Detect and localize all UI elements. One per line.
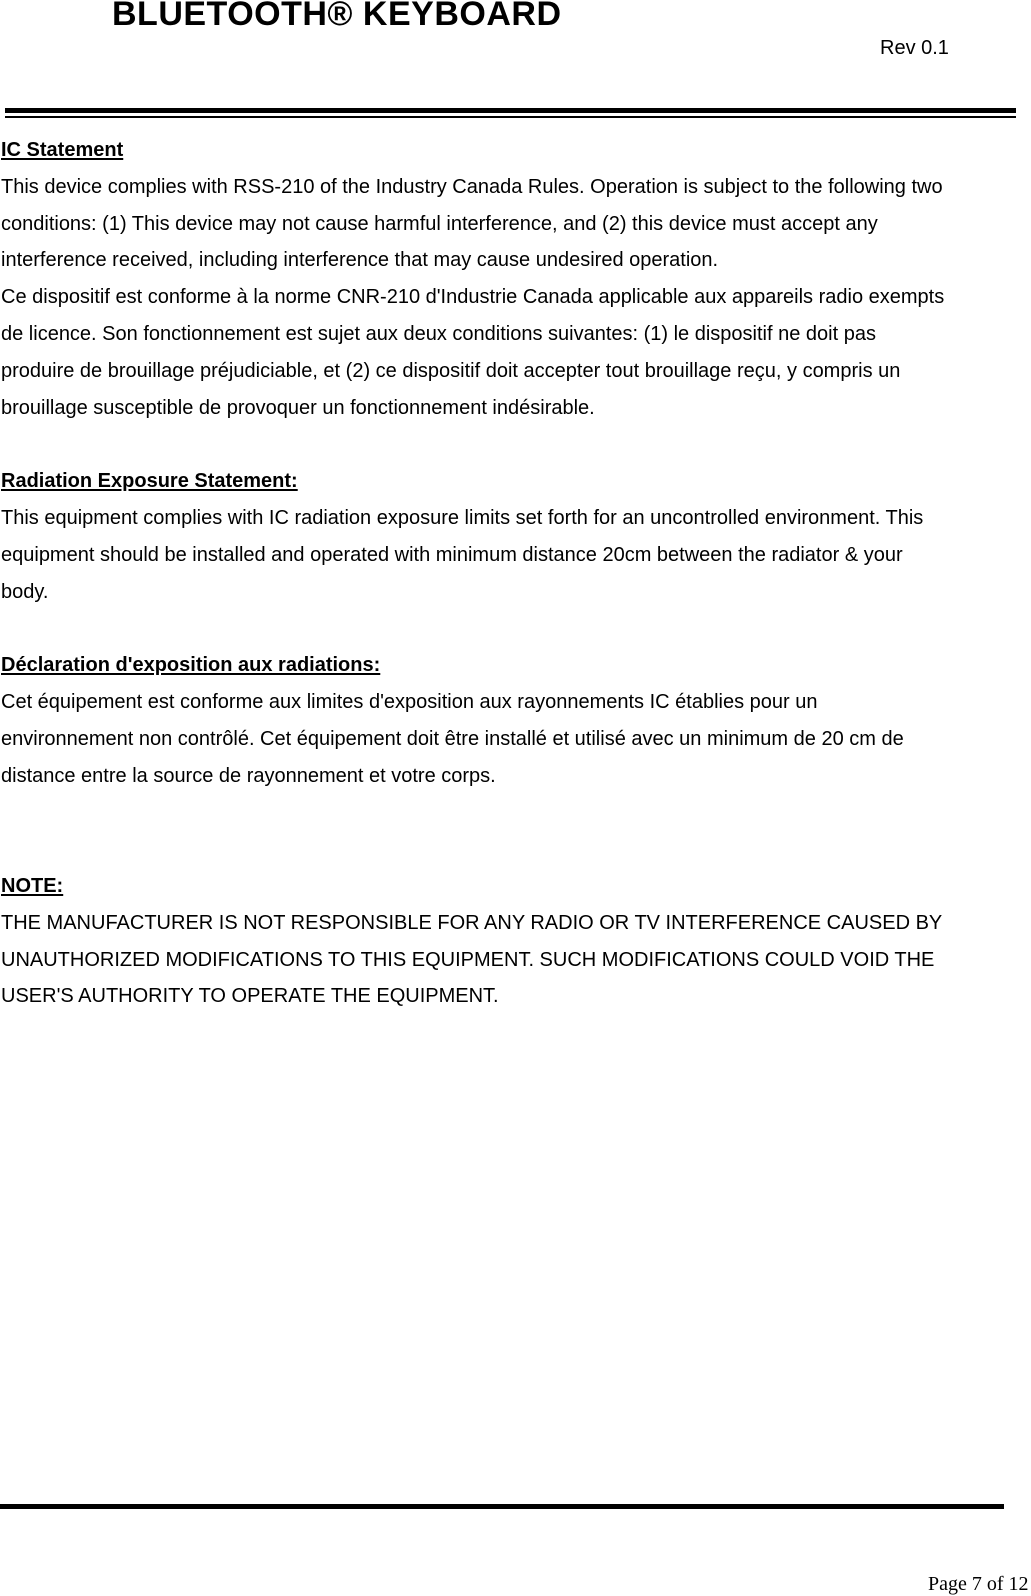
ic-statement-section — [1, 132, 1001, 426]
footer-rule — [0, 1504, 1004, 1509]
radiation-exposure-line: This equipment complies with IC radiation exposure limits set forth for an uncontrolled environment. This — [1, 506, 924, 529]
radiation-exposure-section — [1, 463, 1001, 610]
ic-statement-fr-line: Ce dispositif est conforme à la norme CNR-210 d'Industrie Canada applicable aux appareils radio exempts — [1, 286, 945, 309]
declaration-exposition-heading: Déclaration d'exposition aux radiations: — [1, 654, 381, 677]
header-rule-thin — [5, 116, 1016, 118]
revision-label: Rev 0.1 — [880, 37, 949, 59]
declaration-exposition-section — [1, 647, 1001, 794]
ic-statement-line: This device complies with RSS-210 of the Industry Canada Rules. Operation is subject to the following two — [1, 175, 943, 198]
note-line: THE MANUFACTURER IS NOT RESPONSIBLE FOR ANY RADIO OR TV INTERFERENCE CAUSED BY — [1, 911, 943, 934]
document-body — [1, 132, 1001, 1015]
page-number: Page 7 of 12 — [928, 1573, 1029, 1595]
ic-statement-line: interference received, including interference that may cause undesired operation. — [1, 249, 719, 272]
note-line: UNAUTHORIZED MODIFICATIONS TO THIS EQUIPMENT. SUCH MODIFICATIONS COULD VOID THE — [1, 948, 935, 971]
radiation-exposure-heading: Radiation Exposure Statement: — [1, 470, 298, 493]
spacer — [1, 426, 1001, 463]
note-section — [1, 868, 1001, 1015]
ic-statement-heading: IC Statement — [1, 139, 124, 161]
header-rule-thick — [5, 108, 1016, 113]
declaration-exposition-line: environnement non contrôlé. Cet équipement doit être installé et utilisé avec un minimum de 20 cm de — [1, 727, 904, 750]
note-heading: NOTE: — [1, 874, 64, 897]
ic-statement-fr-line: brouillage susceptible de provoquer un fonctionnement indésirable. — [1, 396, 595, 419]
declaration-exposition-line: Cet équipement est conforme aux limites d'exposition aux rayonnements IC établies pour un — [1, 690, 818, 713]
note-line: USER'S AUTHORITY TO OPERATE THE EQUIPMENT. — [1, 985, 499, 1008]
ic-statement-line: conditions: (1) This device may not cause harmful interference, and (2) this device must accept any — [1, 212, 878, 235]
declaration-exposition-line: distance entre la source de rayonnement et votre corps. — [1, 764, 496, 787]
document-title: BLUETOOTH® KEYBOARD — [112, 0, 562, 33]
radiation-exposure-line: equipment should be installed and operated with minimum distance 20cm between the radiator & your — [1, 543, 903, 566]
ic-statement-fr-line: produire de brouillage préjudiciable, et (2) ce dispositif doit accepter tout brouillage reçu, y compris un — [1, 359, 901, 382]
spacer — [1, 794, 1001, 831]
spacer — [1, 831, 1001, 868]
spacer — [1, 610, 1001, 647]
radiation-exposure-line: body. — [1, 580, 49, 603]
ic-statement-fr-line: de licence. Son fonctionnement est sujet aux deux conditions suivantes: (1) le dispositif ne doit pas — [1, 322, 876, 345]
